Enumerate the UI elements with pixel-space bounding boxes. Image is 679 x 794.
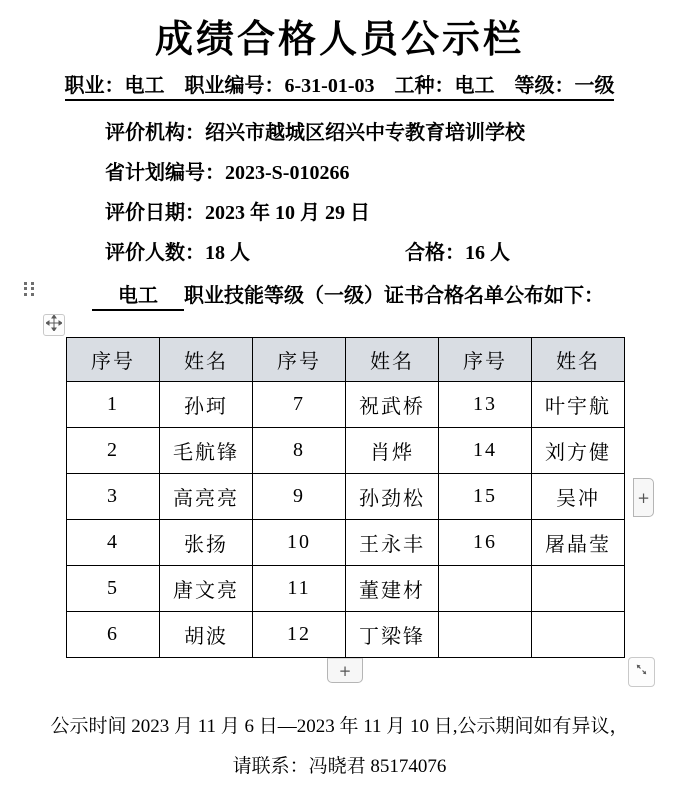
seq-cell: 7 (253, 382, 346, 428)
seq-cell: 13 (439, 382, 532, 428)
name-cell: 王永丰 (346, 520, 439, 566)
add-row-button[interactable]: + (327, 658, 363, 683)
eval-count-text: 评价人数：18 人 (105, 242, 250, 264)
seq-cell: 8 (253, 428, 346, 474)
add-column-button[interactable]: + (633, 478, 654, 517)
seq-cell: 1 (67, 382, 160, 428)
table-row (67, 566, 625, 612)
name-cell (532, 566, 625, 612)
name-cell: 孙劲松 (346, 474, 439, 520)
name-cell: 胡波 (160, 612, 253, 658)
seq-cell (439, 566, 532, 612)
list-intro-occupation: 电工 (92, 279, 184, 311)
roster-table (66, 337, 625, 658)
seq-cell: 3 (67, 474, 160, 520)
move-icon (46, 315, 62, 336)
seq-cell: 4 (67, 520, 160, 566)
agency-line: 评价机构：绍兴市越城区绍兴中专教育培训学校 (105, 122, 525, 144)
table-row (67, 612, 625, 658)
seq-cell: 5 (67, 566, 160, 612)
name-cell: 高亮亮 (160, 474, 253, 520)
table-row (67, 474, 625, 520)
page-title: 成绩合格人员公示栏 (154, 19, 524, 61)
publicity-period-line: 公示时间 2023 月 11 月 6 日—2023 年 11 月 10 日,公示期间如有异议， (50, 716, 629, 737)
col-header: 姓名 (160, 338, 253, 382)
seq-cell: 14 (439, 428, 532, 474)
name-cell: 毛航锋 (160, 428, 253, 474)
pass-count-text: 合格：16 人 (405, 242, 510, 264)
table-header-row (67, 338, 625, 382)
list-intro-line (92, 279, 604, 311)
seq-cell: 9 (253, 474, 346, 520)
col-header: 序号 (439, 338, 532, 382)
table-row (67, 428, 625, 474)
eval-date-line: 评价日期：2023 年 10 月 29 日 (105, 202, 370, 224)
name-cell: 唐文亮 (160, 566, 253, 612)
name-cell: 董建材 (346, 566, 439, 612)
resize-icon (634, 662, 649, 682)
seq-cell (439, 612, 532, 658)
col-header: 姓名 (532, 338, 625, 382)
name-cell: 丁梁锋 (346, 612, 439, 658)
name-cell: 吴冲 (532, 474, 625, 520)
list-intro-rest: 职业技能等级（一级）证书合格名单公布如下： (184, 285, 604, 307)
name-cell: 屠晶莹 (532, 520, 625, 566)
seq-cell: 10 (253, 520, 346, 566)
name-cell: 张扬 (160, 520, 253, 566)
plan-number-line: 省计划编号：2023-S-010266 (105, 162, 350, 184)
seq-cell: 11 (253, 566, 346, 612)
paragraph-drag-handle-icon[interactable] (22, 281, 36, 297)
name-cell: 刘方健 (532, 428, 625, 474)
col-header: 姓名 (346, 338, 439, 382)
col-header: 序号 (67, 338, 160, 382)
name-cell: 肖烨 (346, 428, 439, 474)
name-cell: 祝武桥 (346, 382, 439, 428)
contact-line: 请联系：冯晓君 85174076 (232, 756, 447, 777)
occupation-info-line: 职业：电工 职业编号：6-31-01-03 工种：电工 等级：一级 (65, 69, 615, 101)
seq-cell: 2 (67, 428, 160, 474)
table-move-handle[interactable] (43, 314, 65, 336)
col-header: 序号 (253, 338, 346, 382)
seq-cell: 6 (67, 612, 160, 658)
seq-cell: 15 (439, 474, 532, 520)
table-row (67, 382, 625, 428)
name-cell: 叶宇航 (532, 382, 625, 428)
seq-cell: 16 (439, 520, 532, 566)
table-resize-handle[interactable] (628, 657, 655, 687)
name-cell (532, 612, 625, 658)
counts-line (105, 236, 625, 265)
table-row (67, 520, 625, 566)
seq-cell: 12 (253, 612, 346, 658)
name-cell: 孙珂 (160, 382, 253, 428)
